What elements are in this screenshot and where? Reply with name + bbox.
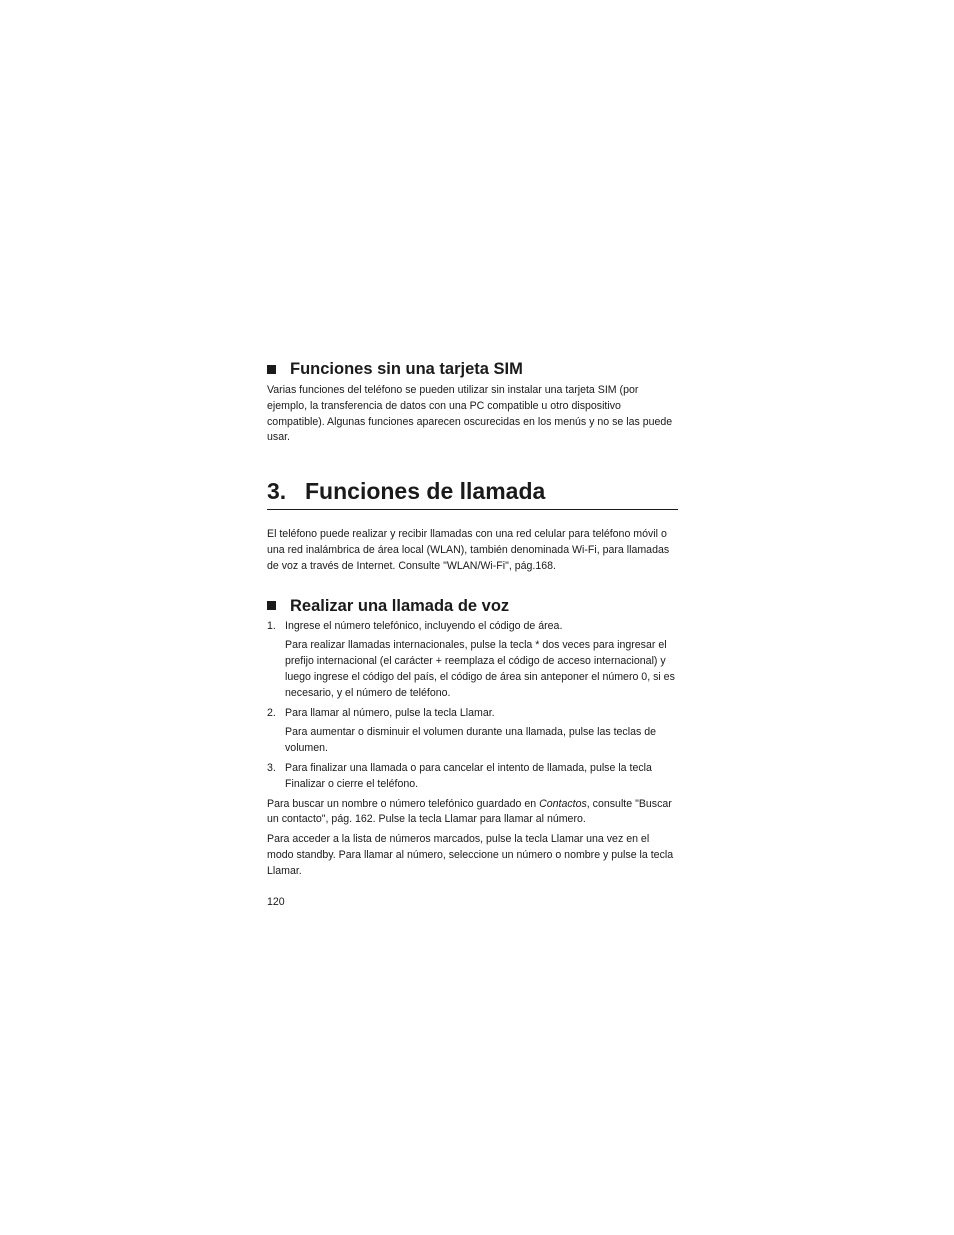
step-text: Ingrese el número telefónico, incluyendo el código de área. xyxy=(285,619,563,632)
steps-list xyxy=(267,619,678,793)
page-content xyxy=(267,358,678,908)
list-item xyxy=(267,619,678,702)
step-note: Para aumentar o disminuir el volumen durante una llamada, pulse las teclas de volumen. xyxy=(285,726,656,755)
page-number: 120 xyxy=(267,895,285,908)
section-heading-voice-call xyxy=(267,595,678,617)
step-number: 3. xyxy=(267,761,276,774)
paragraph-search-contact xyxy=(267,797,678,829)
list-item xyxy=(267,706,678,757)
chapter-title xyxy=(267,476,678,510)
chapter-title-text: Funciones de llamada xyxy=(305,478,546,505)
section-heading-sim xyxy=(267,358,678,380)
section-heading-text: Funciones sin una tarjeta SIM xyxy=(290,360,523,378)
step-note: Para realizar llamadas internacionales, pulse la tecla * dos veces para ingresar el prefijo internacional (el carácter + reemplaza el código de acceso internacional) y luego ingrese el código del país, el código de área sin anteponer el número 0, si es necesario, y el número de teléfono. xyxy=(285,639,675,699)
section-body-sim: Varias funciones del teléfono se pueden utilizar sin instalar una tarjeta SIM (por ejemplo, la transferencia de datos con una PC compatible u otro dispositivo compatible). Algunas funciones aparecen oscurecidas en los menús y no se las puede usar. xyxy=(267,384,673,444)
step-number: 2. xyxy=(267,706,276,719)
contacts-term: Contactos xyxy=(539,797,587,810)
step-text: Para finalizar una llamada o para cancelar el intento de llamada, pulse la tecla Finalizar o cierre el teléfono. xyxy=(285,761,652,790)
text-run: Para buscar un nombre o número telefónico guardado en xyxy=(267,797,540,810)
step-number: 1. xyxy=(267,619,276,632)
chapter-intro: El teléfono puede realizar y recibir llamadas con una red celular para teléfono móvil o una red inalámbrica de área local (WLAN), también denominada Wi-Fi, para llamadas de voz a través de Internet. Consulte "WLAN/Wi-Fi", pág.168. xyxy=(267,528,670,572)
square-bullet-icon xyxy=(267,365,276,374)
paragraph-dialed-numbers: Para acceder a la lista de números marcados, pulse la tecla Llamar una vez en el modo standby. Para llamar al número, seleccione un número o nombre y pulse la tecla Llamar. xyxy=(267,833,674,877)
square-bullet-icon xyxy=(267,601,276,610)
list-item xyxy=(267,761,678,793)
chapter-number: 3. xyxy=(267,478,287,505)
section-heading-text: Realizar una llamada de voz xyxy=(290,596,510,615)
text-run: , consulte "Buscar un contacto", pág. 162. Pulse la tecla Llamar para llamar al número. xyxy=(267,797,672,826)
step-text: Para llamar al número, pulse la tecla Llamar. xyxy=(285,706,495,719)
